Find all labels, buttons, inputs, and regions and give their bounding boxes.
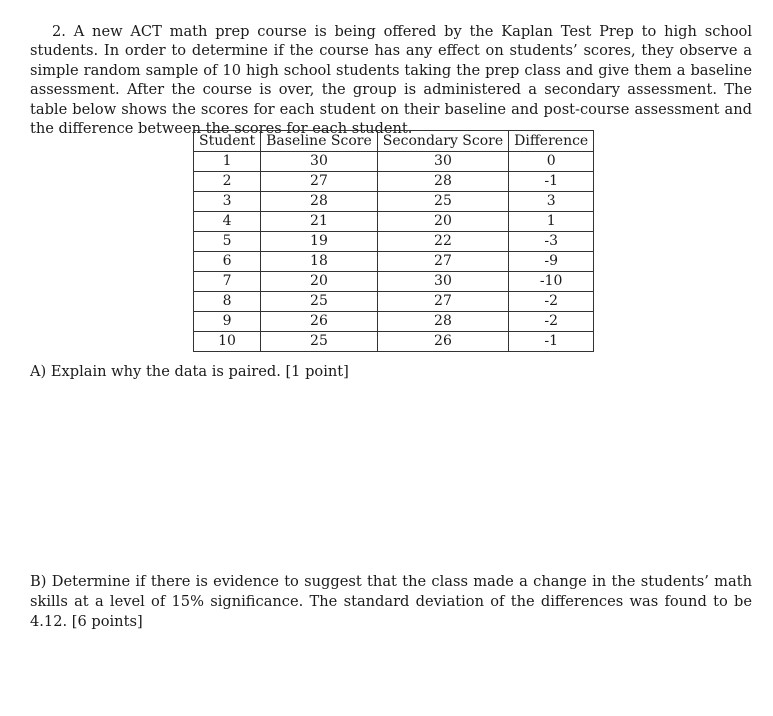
table-row [194, 152, 594, 172]
table-row [194, 292, 594, 312]
cell-difference: 1 [509, 212, 594, 232]
question-b: B) Determine if there is evidence to suggest that the class made a change in the students’ math skills at a level of 15% significance. The standard deviation of the differences was found to be 4.12. [6 points] [30, 573, 752, 630]
table-row [194, 332, 594, 352]
cell-difference: 3 [509, 192, 594, 212]
cell-baseline: 19 [261, 232, 378, 252]
header-difference: Difference [509, 131, 594, 152]
cell-secondary: 30 [377, 152, 508, 172]
header-baseline-score: Baseline Score [261, 131, 378, 152]
cell-difference: -2 [509, 312, 594, 332]
cell-student: 7 [194, 272, 261, 292]
cell-difference: -10 [509, 272, 594, 292]
cell-baseline: 20 [261, 272, 378, 292]
cell-secondary: 22 [377, 232, 508, 252]
cell-baseline: 25 [261, 292, 378, 312]
cell-secondary: 28 [377, 172, 508, 192]
cell-secondary: 20 [377, 212, 508, 232]
question-a: A) Explain why the data is paired. [1 point] [30, 363, 349, 380]
header-secondary-score: Secondary Score [377, 131, 508, 152]
header-student: Student [194, 131, 261, 152]
cell-secondary: 28 [377, 312, 508, 332]
table-row [194, 212, 594, 232]
cell-difference: -1 [509, 172, 594, 192]
cell-baseline: 21 [261, 212, 378, 232]
cell-baseline: 27 [261, 172, 378, 192]
cell-baseline: 26 [261, 312, 378, 332]
cell-student: 8 [194, 292, 261, 312]
cell-secondary: 27 [377, 292, 508, 312]
cell-student: 6 [194, 252, 261, 272]
cell-baseline: 28 [261, 192, 378, 212]
cell-difference: -1 [509, 332, 594, 352]
cell-difference: -9 [509, 252, 594, 272]
table-row [194, 232, 594, 252]
cell-baseline: 25 [261, 332, 378, 352]
table-row [194, 272, 594, 292]
table-row [194, 252, 594, 272]
cell-student: 10 [194, 332, 261, 352]
table-row [194, 312, 594, 332]
cell-secondary: 27 [377, 252, 508, 272]
table-header-row [194, 131, 594, 152]
cell-student: 4 [194, 212, 261, 232]
cell-secondary: 25 [377, 192, 508, 212]
cell-baseline: 30 [261, 152, 378, 172]
table-row [194, 192, 594, 212]
problem-number: 2. [52, 23, 66, 40]
cell-difference: -3 [509, 232, 594, 252]
cell-student: 2 [194, 172, 261, 192]
table-row [194, 172, 594, 192]
cell-secondary: 30 [377, 272, 508, 292]
cell-student: 1 [194, 152, 261, 172]
cell-secondary: 26 [377, 332, 508, 352]
cell-difference: 0 [509, 152, 594, 172]
cell-student: 3 [194, 192, 261, 212]
problem-intro-text: A new ACT math prep course is being offered by the Kaplan Test Prep to high school students. In order to determine if the course has any effect on students’ scores, they observe a simple random sample of 10 high school students taking the prep class and give them a baseline assessment. After the course is over, the group is administered a secondary assessment. The table below shows the scores for each student on their baseline and post-course assessment and the difference between the scores for each student. [30, 23, 753, 138]
cell-student: 5 [194, 232, 261, 252]
cell-student: 9 [194, 312, 261, 332]
scores-table [193, 130, 594, 352]
problem-statement [30, 22, 752, 138]
cell-baseline: 18 [261, 252, 378, 272]
cell-difference: -2 [509, 292, 594, 312]
